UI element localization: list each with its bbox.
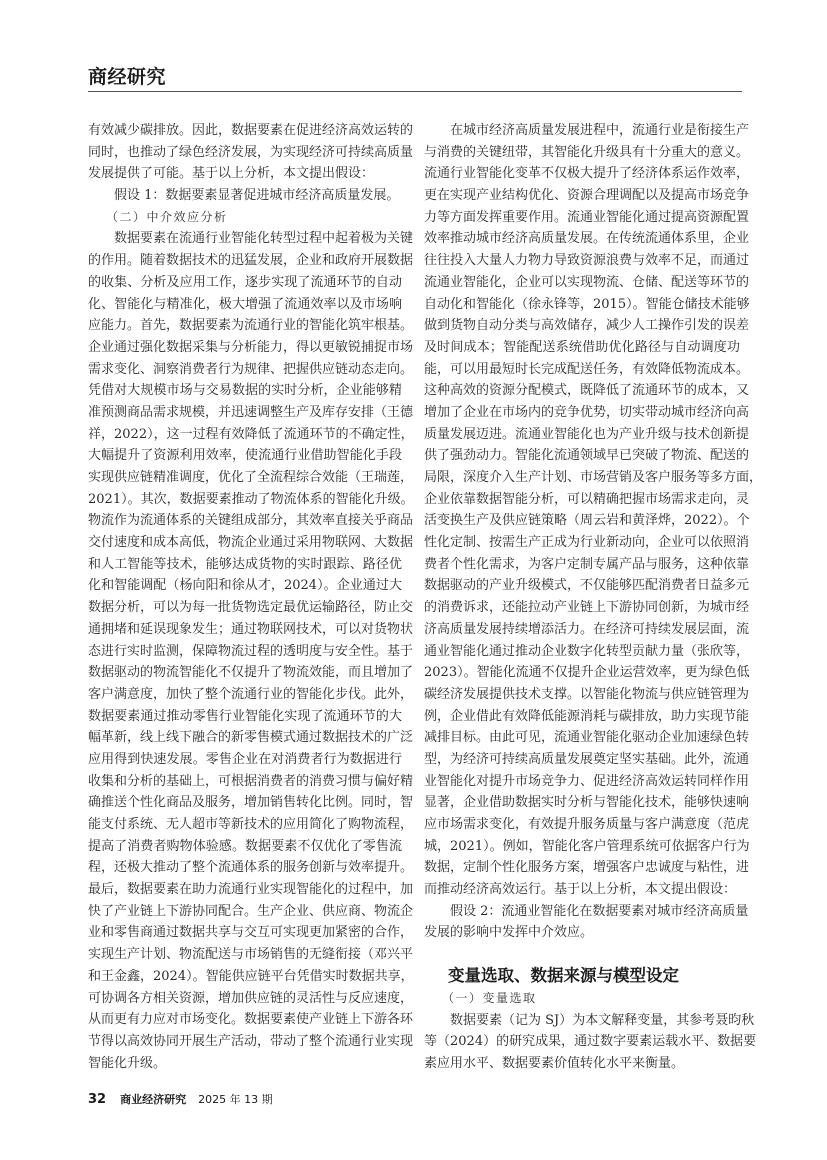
text-line: 物流作为流通体系的关键组成部分，其效率直接关乎商品	[88, 513, 414, 529]
text-line: 及时间成本；智能配送系统借助优化路径与自动调度功	[424, 339, 740, 355]
text-line: 智能化升级。	[88, 1055, 167, 1071]
text-line: 交付速度和成本高低，物流企业通过采用物联网、大数据	[88, 535, 414, 551]
text-line: 通拥堵和延误现象发生；通过物联网技术，可以对货物状	[88, 621, 414, 637]
left-column	[88, 120, 414, 1074]
text-line: 企业依靠数据智能分析，可以精确把握市场需求走向，灵	[424, 491, 750, 507]
text-line: 数据，定制个性化服务方案，增强客户忠诚度与粘性，进	[424, 860, 750, 876]
text-line: 确推送个性化商品及服务，增加销售转化比例。同时，智	[88, 795, 414, 811]
text-line: 性化定制、按需生产正成为行业新动向，企业可以依照消	[424, 535, 750, 551]
text-line: 更在实现产业结构优化、资源合理调配以及提高市场竞争	[424, 188, 750, 204]
text-line: 碳经济发展提供技术支撑。以智能化物流与供应链管理为	[424, 686, 750, 702]
text-line: 态进行实时监测，保障物流过程的透明度与安全性。基于	[88, 643, 414, 659]
text-line: 化、智能化与精准化，极大增强了流通效率以及市场响	[88, 296, 402, 312]
text-line: 收集和分析的基础上，可根据消费者的消费习惯与偏好精	[88, 773, 414, 789]
text-line: 凭借对大规模市场与交易数据的实时分析，企业能够精	[88, 383, 402, 399]
running-head-title: 商经研究	[88, 66, 167, 88]
text-line: 节得以高效协同开展生产活动，带动了整个流通行业实现	[88, 1033, 414, 1049]
text-line: 客户满意度，加快了整个流通行业的智能化步伐。此外，	[88, 686, 414, 702]
text-line: 数据要素（记为 SJ）为本文解释变量，其参考聂昀秋	[450, 1012, 755, 1028]
text-line: 应市场需求变化，有效提升服务质量与客户满意度（范虎	[424, 817, 750, 832]
text-line: 数据要素在流通行业智能化转型过程中起着极为关键	[114, 231, 414, 247]
paragraph	[424, 901, 749, 944]
text-line: 等（2024）的研究成果，通过数字要素运载水平、数据要	[424, 1034, 757, 1050]
text-line: 需求变化、洞察消费者行为规律、把握供应链动态走向。	[88, 361, 414, 377]
text-line: 发展提供了可能。基于以上分析，本文提出假设：	[88, 166, 375, 182]
text-line: 假设 2：流通业智能化在数据要素对城市经济高质量	[450, 903, 749, 919]
text-line: 能，可以用最短时长完成配送任务，有效降低物流成本。	[424, 361, 750, 377]
text-line: 快了产业链上下游协同配合。生产企业、供应商、物流企	[88, 903, 414, 919]
text-line: 最后，数据要素在助力流通行业实现智能化的过程中，加	[88, 882, 414, 898]
subheading-mediation: （二）中介效应分析	[106, 209, 228, 224]
left-paragraphs	[88, 120, 414, 207]
text-line: 和王金鑫，2024）。智能供应链平台凭借实时数据共享，	[88, 968, 414, 984]
paragraph	[424, 1010, 757, 1075]
text-line: 化和智能调配（杨向阳和徐从才，2024）。企业通过大	[88, 578, 402, 594]
text-line: 可协调各方相关资源，增加供应链的灵活性与反应速度，	[88, 990, 414, 1006]
text-line: 活变换生产及供应链策略（周云岩和黄泽烨，2022）。个	[424, 513, 750, 529]
left-paragraphs-2	[88, 228, 414, 1074]
text-line: 从而更有力应对市场变化。数据要素使产业链上下游各环	[88, 1012, 414, 1028]
text-line: 城，2021）。例如，智能化客户管理系统可依据客户行为	[424, 838, 750, 854]
text-line: 显著，企业借助数据实时分析与智能化技术，能够快速响	[424, 795, 750, 811]
journal-name: 商业经济研究	[120, 1093, 187, 1106]
text-line: 这种高效的资源分配模式，既降低了流通环节的成本，又	[424, 383, 750, 399]
text-line: 例，企业借此有效降低能源消耗与碳排放，助力实现节能	[424, 708, 750, 724]
text-line: 济高质量发展持续增添活力。在经济可持续发展层面，流	[424, 621, 750, 637]
text-line: 实现生产计划、物流配送与市场销售的无缝衔接（邓兴平	[88, 947, 414, 963]
text-line: 流通行业智能化变革不仅极大提升了经济体系运作效率，	[424, 166, 750, 182]
text-line: 数据驱动的产业升级模式，不仅能够匹配消费者日益多元	[424, 578, 750, 594]
issue-label: 2025 年 13 期	[198, 1093, 273, 1106]
right-paragraphs	[424, 120, 763, 944]
text-line: 减排目标。由此可见，流通业智能化驱动企业加速绿色转	[424, 730, 750, 746]
text-line: 假设 1：数据要素显著促进城市经济高质量发展。	[114, 188, 400, 204]
text-line: 2021）。其次，数据要素推动了物流体系的智能化升级。	[88, 491, 414, 507]
text-line: 数据驱动的物流智能化不仅提升了物流效能，而且增加了	[88, 665, 414, 681]
text-line: 能支付系统、无人超市等新技术的应用简化了购物流程，	[88, 817, 414, 832]
header-divider	[88, 91, 742, 92]
right-column	[424, 120, 763, 944]
text-line: 往往投入大量人力物力导致资源浪费与效率不足，而通过	[424, 253, 750, 269]
text-line: 的收集、分析及应用工作，逐步实现了流通环节的自动	[88, 274, 402, 290]
text-line: 和人工智能等技术，能够达成货物的实时跟踪、路径优	[88, 556, 402, 572]
text-line: 数据分析，可以为每一批货物选定最优运输路径，防止交	[88, 600, 414, 616]
text-line: 型，为经济可持续高质量发展奠定坚实基础。此外，流通	[424, 751, 750, 767]
right-paragraphs-2	[424, 1010, 757, 1075]
text-line: 力等方面发挥重要作用。流通业智能化通过提高资源配置	[424, 209, 750, 225]
text-line: 的消费诉求，还能拉动产业链上下游协同创新，为城市经	[424, 600, 750, 616]
text-line: 局限，深度介入生产计划、市场营销及客户服务等多方面，	[424, 470, 763, 485]
section-title: 变量选取、数据来源与模型设定	[448, 966, 679, 985]
text-line: 准预测商品需求规模，并迅速调整生产及库存安排（王德	[88, 404, 414, 420]
text-line: 2023）。智能化流通不仅提升企业运营效率，更为绿色低	[424, 665, 750, 681]
text-line: 自动化和智能化（徐永锋等，2015）。智能仓储技术能够	[424, 296, 750, 312]
page-number: 32	[88, 1092, 107, 1107]
text-line: 企业通过强化数据采集与分析能力，得以更敏锐捕捉市场	[88, 339, 414, 355]
text-line: 同时，也推动了绿色经济发展，为实现经济可持续高质量	[88, 144, 414, 160]
text-line: 幅革新，线上线下融合的新零售模式通过数据技术的广泛	[88, 730, 414, 746]
paragraph	[88, 120, 414, 185]
text-line: 应能力。首先，数据要素为流通行业的智能化筑牢根基。	[88, 318, 414, 334]
text-line: 增加了企业在市场内的竞争优势，切实带动城市经济向高	[424, 404, 750, 420]
text-line: 有效减少碳排放。因此，数据要素在促进经济高效运转的	[88, 123, 414, 138]
text-line: 供了强劲动力。智能化流通领域早已突破了物流、配送的	[424, 448, 750, 464]
text-line: 与消费的关键纽带，其智能化升级具有十分重大的意义。	[424, 144, 750, 160]
page-footer	[88, 1091, 273, 1107]
text-line: 在城市经济高质量发展进程中，流通行业是衔接生产	[450, 123, 750, 138]
text-line: 费者个性化需求，为客户定制专属产品与服务，这种依靠	[424, 556, 750, 572]
text-line: 大幅提升了资源利用效率，使流通行业借助智能化手段	[88, 448, 402, 464]
text-line: 的作用。随着数据技术的迅猛发展，企业和政府开展数据	[88, 253, 414, 269]
text-line: 程，还极大推动了整个流通体系的服务创新与效率提升。	[88, 860, 414, 876]
right-section	[424, 964, 757, 1075]
text-line: 做到货物自动分类与高效储存，减少人工操作引发的误差	[424, 318, 750, 334]
text-line: 祥，2022），这一过程有效降低了流通环节的不确定性，	[88, 426, 414, 442]
text-line: 质量发展迈进。流通业智能化也为产业升级与技术创新提	[424, 426, 750, 442]
paragraph	[88, 228, 414, 1074]
text-line: 通业智能化通过推动企业数字化转型贡献力量（张欣等，	[424, 643, 750, 659]
text-line: 效率推动城市经济高质量发展。在传统流通体系里，企业	[424, 231, 750, 247]
text-line: 流通业智能化，企业可以实现物流、仓储、配送等环节的	[424, 274, 750, 290]
paragraph	[424, 120, 763, 901]
text-line: 业智能化对提升市场竞争力、促进经济高效运转同样作用	[424, 773, 750, 789]
text-line: 数据要素通过推动零售行业智能化实现了流通环节的大	[88, 708, 402, 724]
text-line: 发展的影响中发挥中介效应。	[424, 925, 594, 941]
paragraph	[88, 185, 402, 207]
text-line: 而推动经济高效运行。基于以上分析，本文提出假设：	[424, 882, 737, 898]
text-line: 应用得到快速发展。零售企业在对消费者行为数据进行	[88, 751, 402, 767]
subheading-variables: （一）变量选取	[442, 991, 537, 1005]
text-line: 提高了消费者购物体验感。数据要素不仅优化了零售流	[88, 838, 402, 854]
text-line: 实现供应链精准调度，优化了全流程综合效能（王瑞莲，	[88, 470, 414, 485]
text-line: 素应用水平、数据要素价值转化水平来衡量。	[424, 1056, 685, 1072]
text-line: 业和零售商通过数据共享与交互可实现更加紧密的合作，	[88, 925, 414, 941]
